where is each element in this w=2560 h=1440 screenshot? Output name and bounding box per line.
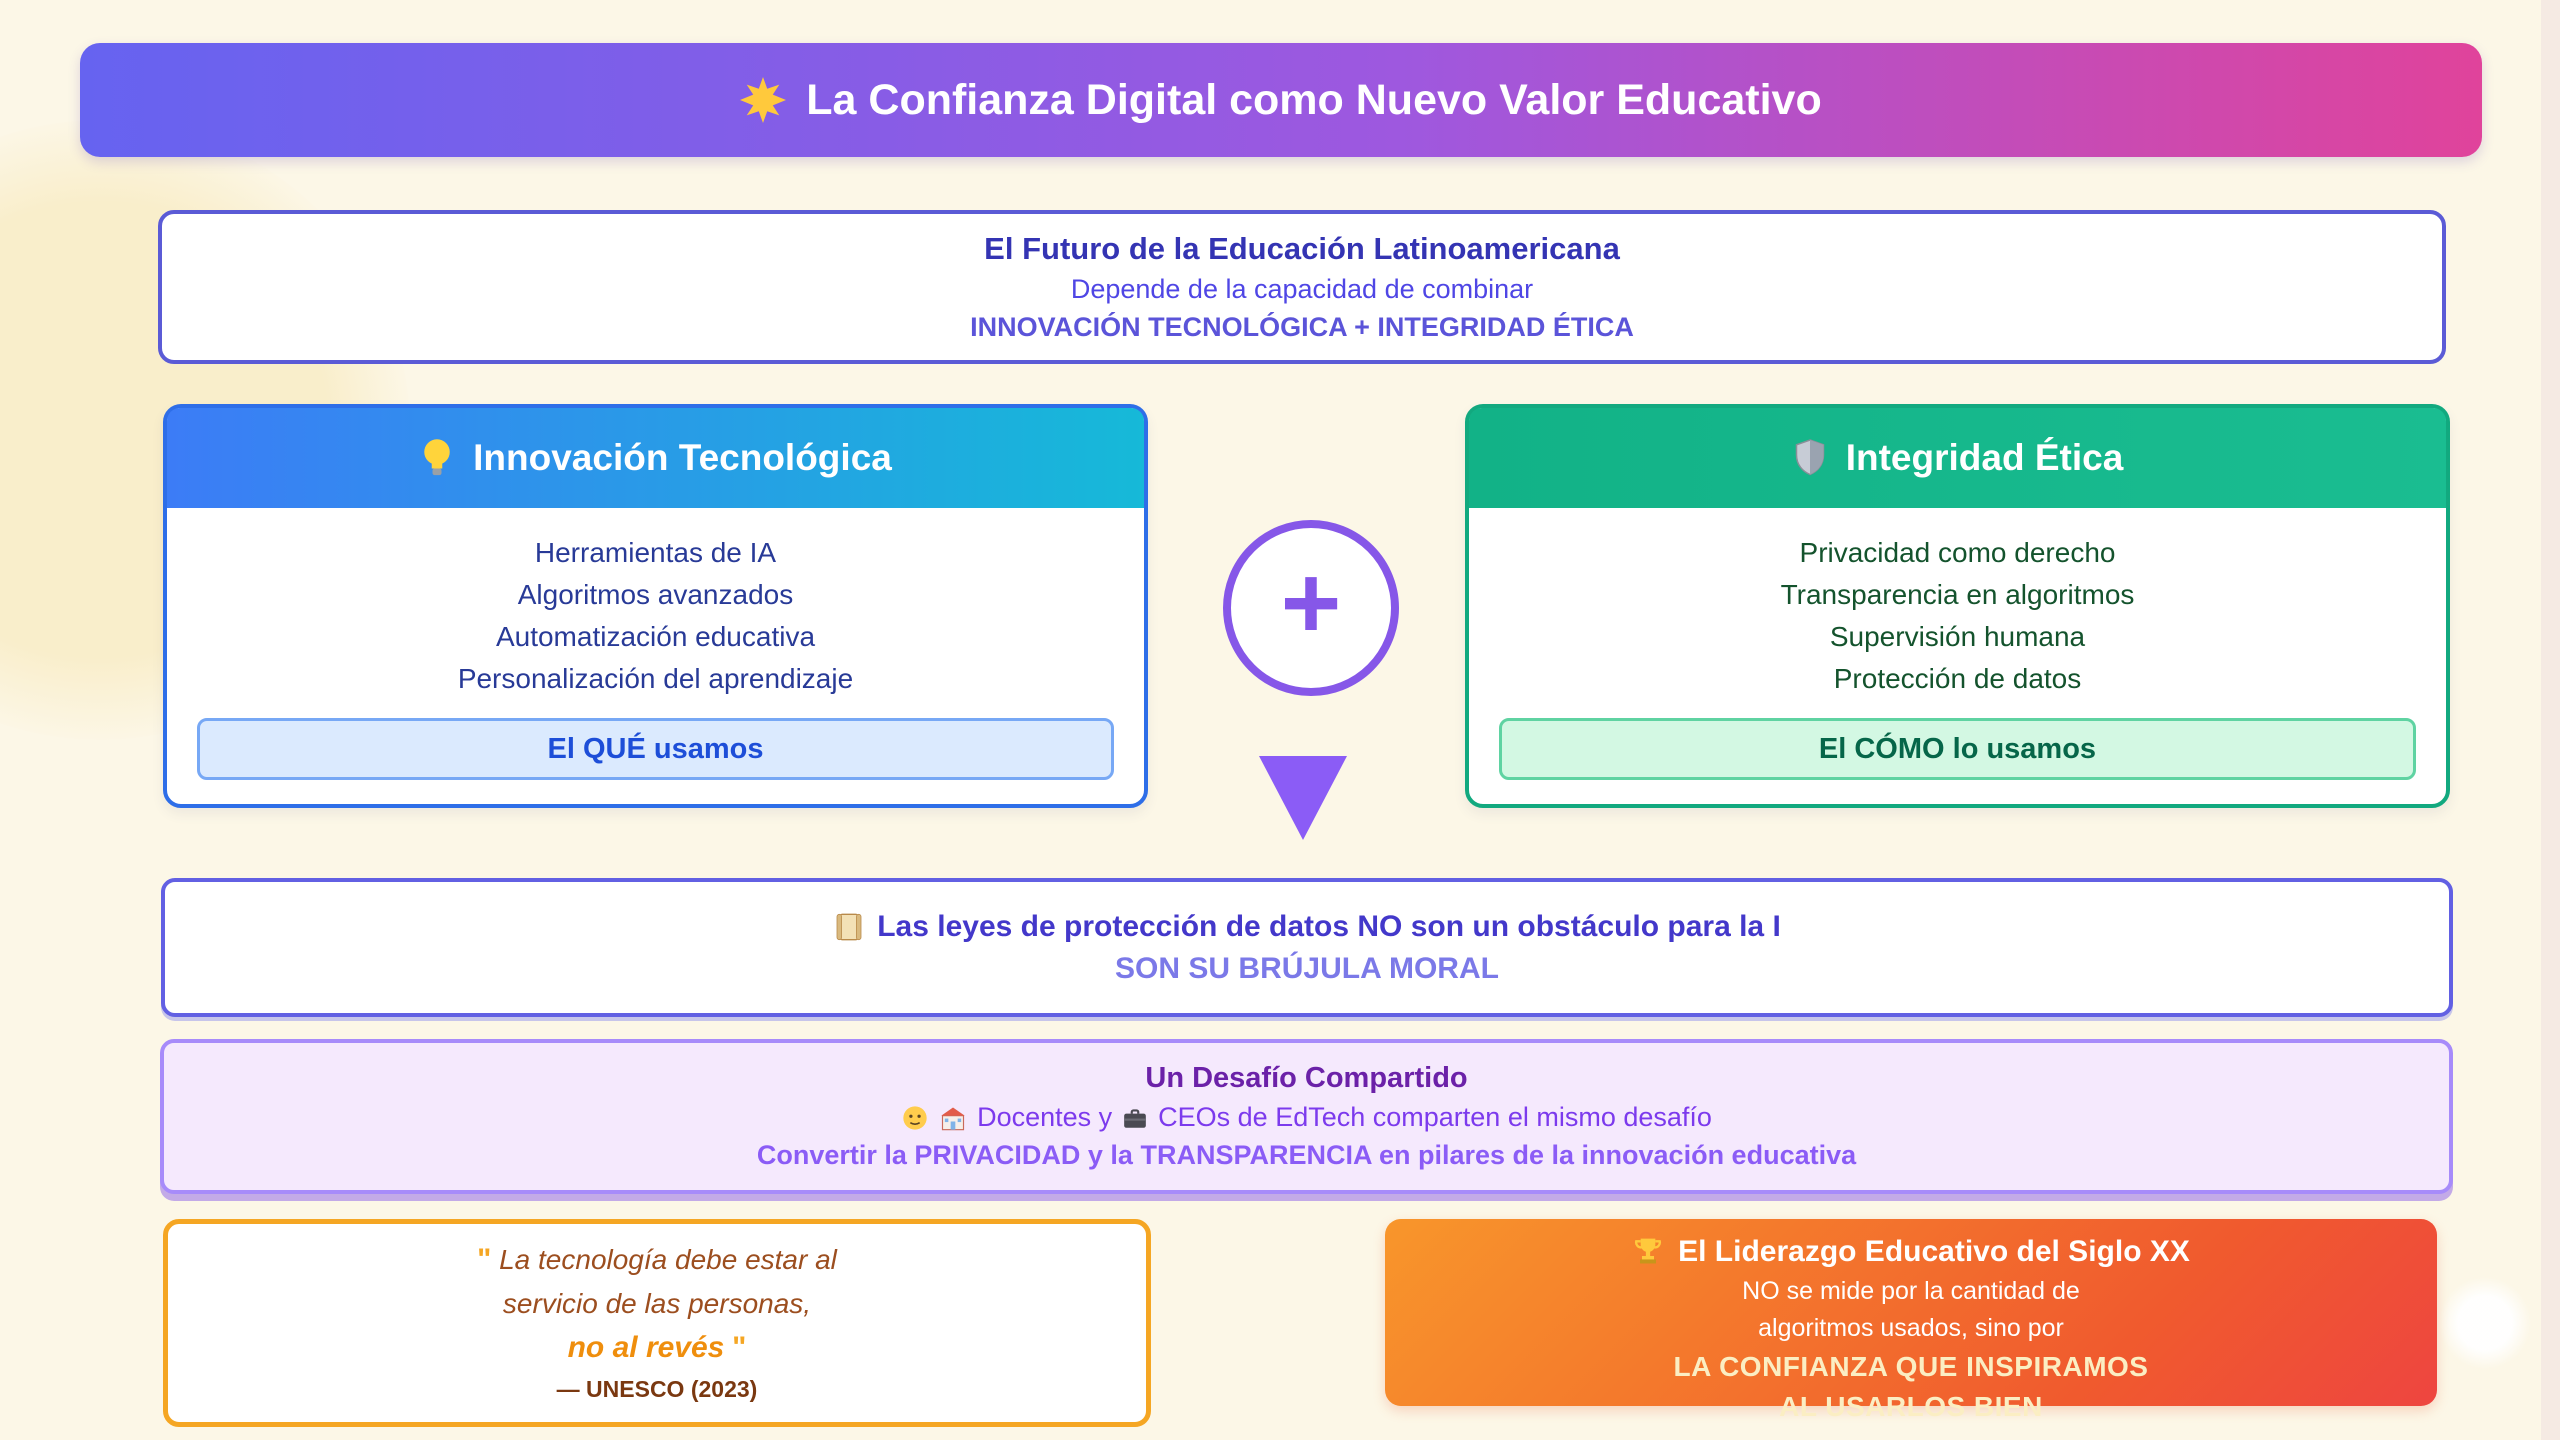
ethics-integrity-card <box>1465 404 2450 808</box>
trophy-icon <box>1632 1236 1664 1268</box>
challenge-line2-text2: CEOs de EdTech comparten el mismo desafío <box>1158 1102 1712 1132</box>
tech-card-title: Innovación Tecnológica <box>473 437 892 478</box>
quote-line3 <box>568 1331 747 1365</box>
shield-icon <box>1792 438 1828 478</box>
plus-icon: + <box>1280 544 1342 661</box>
challenge-line2-text1: Docentes y <box>977 1102 1113 1132</box>
unesco-quote-box <box>163 1219 1151 1427</box>
ethics-item: Supervisión humana <box>1829 621 2086 652</box>
leadership-line2: NO se mide por la cantidad de <box>1742 1277 2080 1305</box>
future-box-heading: El Futuro de la Educación Latinoamericana <box>984 231 1620 266</box>
star-burst-icon <box>740 77 786 123</box>
quote-line2: servicio de las personas, <box>502 1288 812 1319</box>
laws-box-line1 <box>833 910 1781 944</box>
future-education-box <box>158 210 2446 364</box>
ethics-item: Transparencia en algoritmos <box>1780 579 2135 610</box>
tech-item: Algoritmos avanzados <box>517 579 794 610</box>
challenge-title: Un Desafío Compartido <box>1145 1062 1468 1094</box>
school-icon <box>938 1104 968 1132</box>
educational-leadership-box <box>1385 1219 2437 1422</box>
laws-statement: Las leyes de protección de datos NO son un obstáculo para la I <box>877 909 1781 943</box>
down-arrow-icon <box>1259 756 1347 840</box>
leadership-title: El Liderazgo Educativo del Siglo XX <box>1678 1235 2190 1268</box>
quote-line1 <box>477 1243 837 1277</box>
right-edge-strip-decoration <box>2541 0 2560 1440</box>
page-title: La Confianza Digital como Nuevo Valor Educativo <box>806 75 1822 124</box>
challenge-line3: Convertir la PRIVACIDAD y la TRANSPARENCIA en pilares de la innovación educativa <box>756 1140 1857 1170</box>
ethics-card-pill: El CÓMO lo usamos <box>1499 718 2416 780</box>
tech-card-pill: El QUÉ usamos <box>197 718 1114 780</box>
ethics-item: Privacidad como derecho <box>1799 537 2116 568</box>
tech-card-header <box>167 408 1144 508</box>
tech-item: Automatización educativa <box>495 621 816 652</box>
speckled-circle-decoration <box>2437 1275 2533 1371</box>
leadership-overflow-line: AL USARLOS BIEN <box>1779 1391 2043 1422</box>
challenge-line2 <box>901 1102 1712 1133</box>
ethics-item: Protección de datos <box>1833 663 2082 694</box>
quote-text1: La tecnología debe estar al <box>499 1244 837 1275</box>
quote-text3: no al revés <box>567 1331 725 1364</box>
title-banner <box>80 43 2482 157</box>
data-protection-laws-box <box>161 878 2453 1017</box>
laws-box-line2: SON SU BRÚJULA MORAL <box>1115 951 1499 985</box>
tech-innovation-card <box>163 404 1148 808</box>
future-box-subtext: Depende de la capacidad de combinar <box>1070 274 1534 304</box>
tech-item: Herramientas de IA <box>534 537 777 568</box>
ethics-card-title: Integridad Ética <box>1845 437 2124 478</box>
leadership-line3: algoritmos usados, sino por <box>1758 1314 2064 1342</box>
close-quote-mark: " <box>732 1331 747 1364</box>
open-quote-mark: " <box>477 1243 492 1276</box>
leadership-title-row <box>1632 1235 2190 1269</box>
lightbulb-icon <box>419 437 455 479</box>
plus-connector-circle <box>1223 520 1399 696</box>
ethics-card-header <box>1469 408 2446 508</box>
quote-attribution: — UNESCO (2023) <box>556 1376 758 1402</box>
briefcase-icon <box>1121 1105 1149 1131</box>
scroll-icon <box>833 910 865 944</box>
man-teacher-icon <box>901 1104 929 1132</box>
leadership-line4: LA CONFIANZA QUE INSPIRAMOS <box>1673 1351 2149 1382</box>
tech-item: Personalización del aprendizaje <box>457 663 854 694</box>
ethics-card-items <box>1469 508 2446 700</box>
shared-challenge-box <box>160 1039 2453 1194</box>
future-box-formula: INNOVACIÓN TECNOLÓGICA + INTEGRIDAD ÉTICA <box>970 312 1634 342</box>
tech-card-items <box>167 508 1144 700</box>
